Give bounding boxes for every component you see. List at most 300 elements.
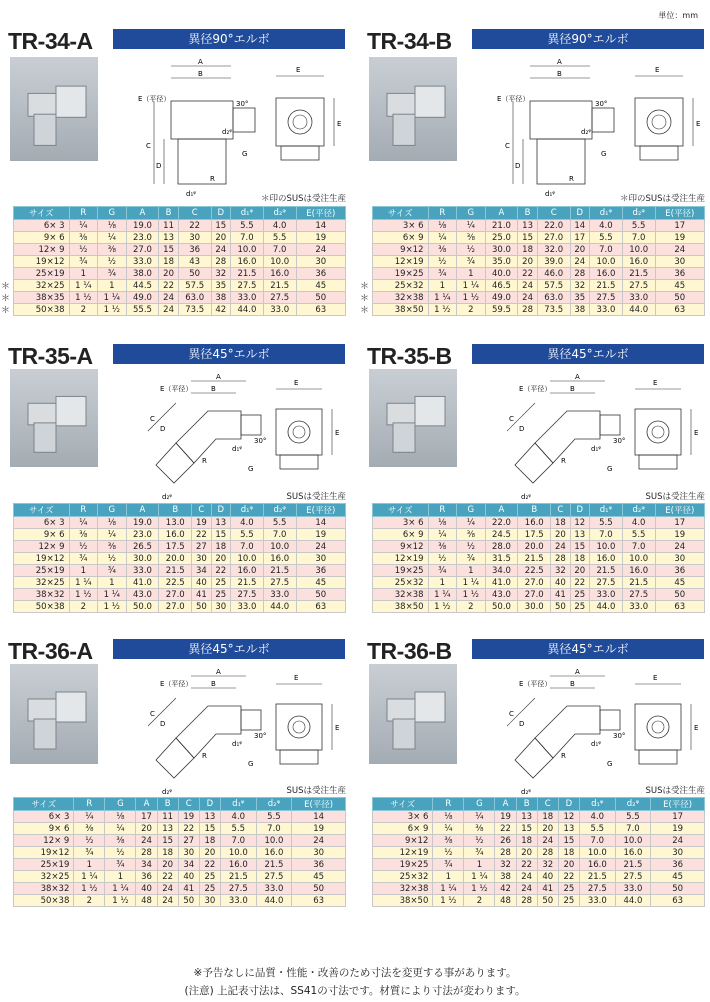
column-header: d₁ᵠ <box>231 504 264 517</box>
table-cell: 18 <box>157 847 178 859</box>
table-cell: 32×25 <box>14 577 70 589</box>
table-cell: 9× 6 <box>14 823 74 835</box>
table-cell: 10.0 <box>622 553 655 565</box>
dim-c-label: C <box>150 415 155 423</box>
table-cell: 33.0 <box>263 589 296 601</box>
table-cell: 40 <box>178 871 199 883</box>
table-cell: 12× 9 <box>14 835 74 847</box>
dim-b-label: B <box>557 70 562 78</box>
table-cell: 15 <box>558 835 579 847</box>
table-cell: 17 <box>655 220 704 232</box>
table-cell: 32×38 <box>373 292 429 304</box>
table-cell: 19.0 <box>126 220 159 232</box>
table-cell: 21.5 <box>231 577 264 589</box>
dim-c-label: C <box>150 710 155 718</box>
table-cell: 1 <box>69 565 98 577</box>
table-cell: 22 <box>157 871 178 883</box>
table-cell: 1 ½ <box>98 304 127 316</box>
table-cell: ¼ <box>457 517 486 529</box>
table-cell: 16.0 <box>622 565 655 577</box>
table-cell: 24 <box>570 256 589 268</box>
dim-b-label: B <box>211 680 216 688</box>
table-cell: 73.5 <box>537 304 570 316</box>
table-cell: 25×19 <box>14 859 74 871</box>
table-cell: 27.0 <box>537 232 570 244</box>
table-cell: 14 <box>292 811 346 823</box>
table-row <box>373 823 705 835</box>
table-cell: 24 <box>157 883 178 895</box>
dim-e-label: E <box>653 379 658 387</box>
table-cell: ¾ <box>98 565 127 577</box>
table-cell: 42 <box>211 304 230 316</box>
table-cell: 63 <box>655 601 704 613</box>
sus-order-mark: ＊ <box>1 282 11 292</box>
column-header: R <box>433 798 464 811</box>
table-cell: 1 ½ <box>457 589 486 601</box>
table-cell: 33.0 <box>622 292 655 304</box>
table-cell: 16.0 <box>231 256 264 268</box>
sus-order-mark: ＊ <box>1 306 11 316</box>
table-cell: 33.0 <box>590 589 623 601</box>
table-cell: 21.5 <box>518 553 551 565</box>
table-cell: 10.0 <box>622 244 655 256</box>
table-cell: 36 <box>651 859 705 871</box>
table-cell: 24 <box>655 541 704 553</box>
table-cell: 23.0 <box>126 529 159 541</box>
table-cell: ¼ <box>69 517 98 529</box>
table-row <box>373 292 705 304</box>
table-cell: 24 <box>537 835 558 847</box>
table-cell: 33.0 <box>579 895 615 907</box>
table-cell: 1 <box>457 565 486 577</box>
table-cell: 17 <box>136 811 157 823</box>
table-cell: 21.5 <box>263 280 296 292</box>
dim-d-label: D <box>160 720 166 728</box>
dim-g-label: G <box>607 760 613 768</box>
section-tr-36-b <box>367 638 707 928</box>
column-header: A <box>485 207 518 220</box>
table-cell: 45 <box>292 871 346 883</box>
table-cell: 16.0 <box>263 553 296 565</box>
table-cell: 22.5 <box>159 577 192 589</box>
table-cell: 50×38 <box>14 601 70 613</box>
dimension-drawing <box>495 56 705 198</box>
table-cell: 45 <box>655 280 704 292</box>
table-cell: 50 <box>178 895 199 907</box>
table-cell: 5.5 <box>231 220 264 232</box>
table-cell: 3× 6 <box>373 517 429 529</box>
table-cell: 12×19 <box>373 847 433 859</box>
table-cell: ¼ <box>69 220 98 232</box>
table-cell: 18 <box>199 835 220 847</box>
table-cell: ⅛ <box>428 517 457 529</box>
dim-b-label: B <box>198 70 203 78</box>
column-header: d₁ᵠ <box>579 798 615 811</box>
table-cell: 25 <box>211 577 230 589</box>
table-cell: 41 <box>178 883 199 895</box>
column-header: A <box>495 798 516 811</box>
table-cell: 19 <box>651 823 705 835</box>
table-cell: 16.0 <box>256 847 292 859</box>
table-cell: 46.5 <box>485 280 518 292</box>
table-cell: 7.0 <box>256 823 292 835</box>
table-row <box>373 883 705 895</box>
table-cell: 19×12 <box>14 847 74 859</box>
table-cell: 39.0 <box>537 256 570 268</box>
dim-d2-label: d₂ᵠ <box>162 493 173 501</box>
table-cell: 36 <box>655 565 704 577</box>
product-code: TR-35-A <box>8 343 93 369</box>
table-cell: 32.0 <box>537 244 570 256</box>
table-row <box>14 835 346 847</box>
table-cell: 33.0 <box>590 304 623 316</box>
table-row <box>14 577 346 589</box>
column-header: E(平径) <box>655 207 704 220</box>
table-cell: 3× 6 <box>373 811 433 823</box>
table-cell: 7.0 <box>220 835 256 847</box>
dim-d-label: D <box>519 720 525 728</box>
dim-d1-label: d₁ᵠ <box>545 190 556 198</box>
table-cell: 50.0 <box>485 601 518 613</box>
table-cell: 27.5 <box>231 280 264 292</box>
column-header: d₂ᵠ <box>263 207 296 220</box>
table-row <box>373 244 705 256</box>
table-cell: 12× 9 <box>14 541 70 553</box>
table-cell: 63 <box>296 304 345 316</box>
table-cell: 50 <box>178 268 211 280</box>
column-header: A <box>126 207 159 220</box>
table-cell: 33.0 <box>615 883 651 895</box>
table-cell: 25×32 <box>373 280 429 292</box>
table-row <box>373 577 705 589</box>
table-cell: 1 ½ <box>433 895 464 907</box>
table-cell: 2 <box>457 601 486 613</box>
table-cell: 22.0 <box>485 517 518 529</box>
table-cell: 32×38 <box>373 883 433 895</box>
table-cell: 4.0 <box>220 811 256 823</box>
table-cell: 57.5 <box>178 280 211 292</box>
table-cell: 5.5 <box>622 529 655 541</box>
table-cell: 5.5 <box>579 823 615 835</box>
table-cell: 1 ½ <box>69 292 98 304</box>
table-cell: 7.0 <box>590 244 623 256</box>
table-cell: 32 <box>211 268 230 280</box>
section-tr-34-b <box>360 28 707 333</box>
dim-d2-label: d₂ᵠ <box>521 493 532 501</box>
table-cell: 18 <box>551 517 570 529</box>
table-cell: 34.0 <box>485 565 518 577</box>
table-cell: 21.5 <box>615 859 651 871</box>
table-cell: 34 <box>178 859 199 871</box>
table-cell: ⅛ <box>98 517 127 529</box>
table-cell: 1 ¼ <box>464 871 495 883</box>
table-cell: 27.0 <box>126 244 159 256</box>
table-cell: ½ <box>69 244 98 256</box>
dim-e-flat-label: E（平径） <box>138 95 171 103</box>
column-header: D <box>199 798 220 811</box>
column-header: G <box>457 504 486 517</box>
table-cell: 22 <box>211 565 230 577</box>
table-row <box>14 823 346 835</box>
dimension-drawing <box>136 56 346 198</box>
table-cell: 27 <box>178 835 199 847</box>
table-cell: 17.5 <box>518 529 551 541</box>
table-cell: 21.5 <box>256 859 292 871</box>
table-cell: 33.0 <box>126 565 159 577</box>
table-row <box>14 553 346 565</box>
product-title-banner: 異径45°エルボ <box>113 344 345 364</box>
table-cell: 63 <box>296 601 345 613</box>
table-cell: 50 <box>551 601 570 613</box>
dim-d-label: D <box>156 162 162 170</box>
spec-table <box>13 206 346 316</box>
dim-e-side-label: E <box>694 724 699 732</box>
table-cell: 10.0 <box>231 553 264 565</box>
table-cell: 19×12 <box>14 553 70 565</box>
table-cell: 50 <box>296 292 345 304</box>
table-cell: 4.0 <box>263 220 296 232</box>
production-note: SUSは受注生産 <box>645 786 705 796</box>
table-cell: 28 <box>495 847 516 859</box>
table-cell: 21.5 <box>231 268 264 280</box>
table-row <box>373 835 705 847</box>
table-cell: ¾ <box>457 256 486 268</box>
table-cell: 9× 6 <box>14 232 70 244</box>
table-cell: 49.0 <box>485 292 518 304</box>
dim-d-label: D <box>515 162 521 170</box>
table-cell: 33.0 <box>231 292 264 304</box>
table-row <box>14 244 346 256</box>
table-cell: 10.0 <box>231 244 264 256</box>
spec-table <box>13 503 346 613</box>
table-cell: 16.0 <box>263 268 296 280</box>
table-row <box>373 565 705 577</box>
table-cell: 13 <box>159 232 178 244</box>
table-cell: 50×38 <box>14 895 74 907</box>
production-note: SUSは受注生産 <box>286 492 346 502</box>
table-cell: 24 <box>292 835 346 847</box>
table-cell: 5.5 <box>590 517 623 529</box>
table-cell: 10.0 <box>590 256 623 268</box>
table-cell: 6× 3 <box>14 517 70 529</box>
table-cell: 21.5 <box>622 577 655 589</box>
table-cell: 24 <box>211 244 230 256</box>
table-cell: 44.0 <box>622 304 655 316</box>
table-cell: 2 <box>464 895 495 907</box>
table-cell: 20.0 <box>518 541 551 553</box>
table-row <box>373 859 705 871</box>
table-cell: 25×32 <box>373 871 433 883</box>
table-cell: 40 <box>192 577 211 589</box>
production-note: SUSは受注生産 <box>286 786 346 796</box>
product-title-banner: 異径90°エルボ <box>113 29 345 49</box>
product-photo <box>369 664 457 764</box>
table-cell: 12 <box>570 517 589 529</box>
table-cell: 32 <box>495 859 516 871</box>
section-tr-36-a <box>8 638 348 928</box>
table-cell: 55.5 <box>126 304 159 316</box>
table-cell: 12 <box>558 811 579 823</box>
table-cell: 10.0 <box>579 847 615 859</box>
table-cell: 22 <box>518 268 537 280</box>
table-cell: 16.0 <box>590 553 623 565</box>
table-cell: ⅛ <box>105 811 136 823</box>
table-cell: ¾ <box>69 553 98 565</box>
table-cell: ½ <box>105 847 136 859</box>
table-cell: 28 <box>537 847 558 859</box>
table-cell: 22 <box>159 280 178 292</box>
table-row <box>373 553 705 565</box>
dim-e-label: E <box>655 66 660 74</box>
table-cell: 20 <box>157 859 178 871</box>
table-cell: 30 <box>296 256 345 268</box>
table-cell: 18 <box>516 835 537 847</box>
table-cell: 30 <box>292 847 346 859</box>
table-row <box>373 811 705 823</box>
column-header: A <box>485 504 518 517</box>
table-cell: ⅜ <box>69 232 98 244</box>
table-row <box>14 601 346 613</box>
table-cell: 63 <box>655 304 704 316</box>
column-header: E(平径) <box>651 798 705 811</box>
table-cell: 9×12 <box>373 244 429 256</box>
table-cell: 1 <box>457 268 486 280</box>
table-cell: 20 <box>537 823 558 835</box>
table-cell: 45 <box>296 577 345 589</box>
dim-e-side-label: E <box>337 120 342 128</box>
dim-angle-label: 30° <box>254 437 267 445</box>
table-row <box>373 601 705 613</box>
table-cell: 24 <box>518 280 537 292</box>
table-cell: 12×19 <box>373 553 429 565</box>
table-cell: 1 ½ <box>457 292 486 304</box>
dim-d1-label: d₁ᵠ <box>591 445 602 453</box>
table-cell: 73.5 <box>178 304 211 316</box>
column-header: E(平径) <box>296 504 345 517</box>
table-cell: 1 <box>98 280 127 292</box>
table-cell: 14 <box>296 220 345 232</box>
column-header: d₁ᵠ <box>590 207 623 220</box>
table-cell: 32 <box>551 565 570 577</box>
spec-table <box>372 206 705 316</box>
table-cell: 7.0 <box>615 823 651 835</box>
table-cell: 18 <box>518 244 537 256</box>
column-header: B <box>518 504 551 517</box>
table-cell: 27.5 <box>579 883 615 895</box>
table-cell: 24 <box>516 871 537 883</box>
table-cell: 25.0 <box>485 232 518 244</box>
column-header: B <box>157 798 178 811</box>
column-header: C <box>178 798 199 811</box>
dim-a-label: A <box>575 373 580 381</box>
dim-g-label: G <box>242 150 248 158</box>
column-header: E(平径) <box>292 798 346 811</box>
table-cell: ⅛ <box>98 220 127 232</box>
table-cell: 1 ½ <box>74 883 105 895</box>
dim-a-label: A <box>198 58 203 66</box>
table-row <box>373 589 705 601</box>
dim-a-label: A <box>557 58 562 66</box>
dim-r-label: R <box>202 752 207 760</box>
table-cell: 20 <box>516 847 537 859</box>
table-cell: 6× 3 <box>14 220 70 232</box>
table-row <box>373 232 705 244</box>
product-photo <box>10 369 98 467</box>
table-cell: 18 <box>570 553 589 565</box>
dim-r-label: R <box>569 175 574 183</box>
table-cell: 1 ¼ <box>105 883 136 895</box>
dim-g-label: G <box>248 760 254 768</box>
column-header: R <box>69 504 98 517</box>
table-cell: 22 <box>570 577 589 589</box>
table-cell: 1 ¼ <box>69 577 98 589</box>
table-cell: 7.0 <box>622 232 655 244</box>
product-title-banner: 異径45°エルボ <box>113 639 345 659</box>
table-cell: 20 <box>199 847 220 859</box>
table-cell: 43 <box>178 256 211 268</box>
table-cell: 18 <box>159 256 178 268</box>
table-cell: 19 <box>292 823 346 835</box>
table-cell: 5.5 <box>220 823 256 835</box>
dim-b-label: B <box>570 385 575 393</box>
table-cell: 50 <box>296 589 345 601</box>
sus-order-mark: ＊ <box>1 294 11 304</box>
table-cell: ¾ <box>74 847 105 859</box>
dim-e-label: E <box>653 674 658 682</box>
table-cell: ½ <box>433 847 464 859</box>
table-cell: 1 ¼ <box>428 292 457 304</box>
table-cell: 34 <box>192 565 211 577</box>
table-cell: 44.0 <box>590 601 623 613</box>
table-cell: 45 <box>296 280 345 292</box>
table-cell: 27.5 <box>256 871 292 883</box>
column-header: サイズ <box>14 504 70 517</box>
table-cell: 25 <box>199 883 220 895</box>
table-cell: 38×35 <box>14 292 70 304</box>
table-cell: 13 <box>518 220 537 232</box>
product-code: TR-36-B <box>367 638 452 664</box>
table-row <box>14 541 346 553</box>
table-cell: ¼ <box>433 823 464 835</box>
table-cell: 27.5 <box>615 871 651 883</box>
column-header: d₂ᵠ <box>615 798 651 811</box>
column-header: D <box>558 798 579 811</box>
table-cell: 18 <box>558 847 579 859</box>
dim-d2-label: d₂ᵠ <box>162 788 173 796</box>
table-cell: 35 <box>211 280 230 292</box>
dim-e-flat-label: E（平径） <box>160 385 193 393</box>
table-cell: ⅜ <box>105 835 136 847</box>
section-tr-35-b <box>367 343 707 633</box>
table-cell: ¾ <box>428 565 457 577</box>
table-cell: 1 <box>428 577 457 589</box>
dim-d2-label: d₂ᵠ <box>581 128 592 136</box>
dim-e-side-label: E <box>696 120 701 128</box>
table-row <box>14 304 346 316</box>
table-cell: 33.0 <box>622 601 655 613</box>
table-cell: 30 <box>178 232 211 244</box>
table-row <box>14 859 346 871</box>
table-cell: 25×32 <box>373 577 429 589</box>
dim-d2-label: d₂ᵠ <box>222 128 233 136</box>
table-cell: 15 <box>159 244 178 256</box>
table-cell: 19 <box>192 517 211 529</box>
table-cell: 14 <box>570 220 589 232</box>
table-cell: 41.0 <box>126 577 159 589</box>
table-cell: 16.0 <box>159 529 192 541</box>
table-cell: 44.5 <box>126 280 159 292</box>
table-cell: 22 <box>199 859 220 871</box>
